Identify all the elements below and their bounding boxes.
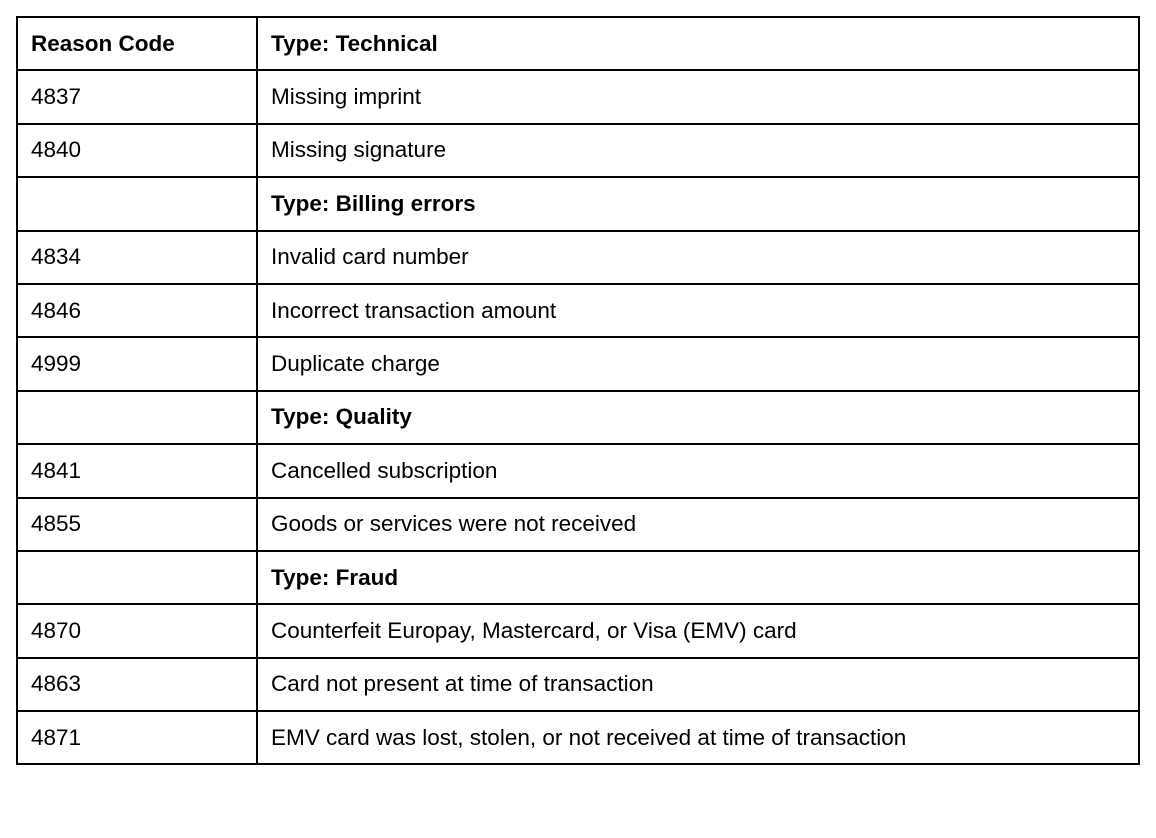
description-cell: EMV card was lost, stolen, or not received at time of transaction <box>257 711 1139 764</box>
description-cell: Missing signature <box>257 124 1139 177</box>
reason-code-cell: 4870 <box>17 604 257 657</box>
reason-code-cell: 4841 <box>17 444 257 497</box>
description-cell: Duplicate charge <box>257 337 1139 390</box>
header-type-technical: Type: Technical <box>257 17 1139 70</box>
type-heading-row <box>17 551 1139 604</box>
description-cell: Incorrect transaction amount <box>257 284 1139 337</box>
table-row <box>17 70 1139 123</box>
reason-code-cell: 4846 <box>17 284 257 337</box>
table-row <box>17 231 1139 284</box>
table-row <box>17 658 1139 711</box>
reason-code-cell: 4871 <box>17 711 257 764</box>
header-reason-code: Reason Code <box>17 17 257 70</box>
description-cell: Cancelled subscription <box>257 444 1139 497</box>
table-row <box>17 444 1139 497</box>
table-row <box>17 124 1139 177</box>
reason-code-cell: 4834 <box>17 231 257 284</box>
reason-code-cell <box>17 391 257 444</box>
reason-code-table <box>16 16 1140 765</box>
reason-code-cell: 4855 <box>17 498 257 551</box>
reason-code-cell <box>17 177 257 230</box>
reason-code-cell <box>17 551 257 604</box>
description-cell: Invalid card number <box>257 231 1139 284</box>
table-row <box>17 604 1139 657</box>
type-heading-cell: Type: Billing errors <box>257 177 1139 230</box>
table-row <box>17 711 1139 764</box>
type-heading-row <box>17 177 1139 230</box>
description-cell: Missing imprint <box>257 70 1139 123</box>
description-cell: Card not present at time of transaction <box>257 658 1139 711</box>
type-heading-row <box>17 391 1139 444</box>
description-cell: Counterfeit Europay, Mastercard, or Visa (EMV) card <box>257 604 1139 657</box>
type-heading-cell: Type: Fraud <box>257 551 1139 604</box>
reason-code-cell: 4837 <box>17 70 257 123</box>
table-row <box>17 498 1139 551</box>
reason-code-cell: 4863 <box>17 658 257 711</box>
reason-code-cell: 4840 <box>17 124 257 177</box>
reason-code-cell: 4999 <box>17 337 257 390</box>
table-row <box>17 337 1139 390</box>
table-header-row <box>17 17 1139 70</box>
type-heading-cell: Type: Quality <box>257 391 1139 444</box>
table-row <box>17 284 1139 337</box>
description-cell: Goods or services were not received <box>257 498 1139 551</box>
